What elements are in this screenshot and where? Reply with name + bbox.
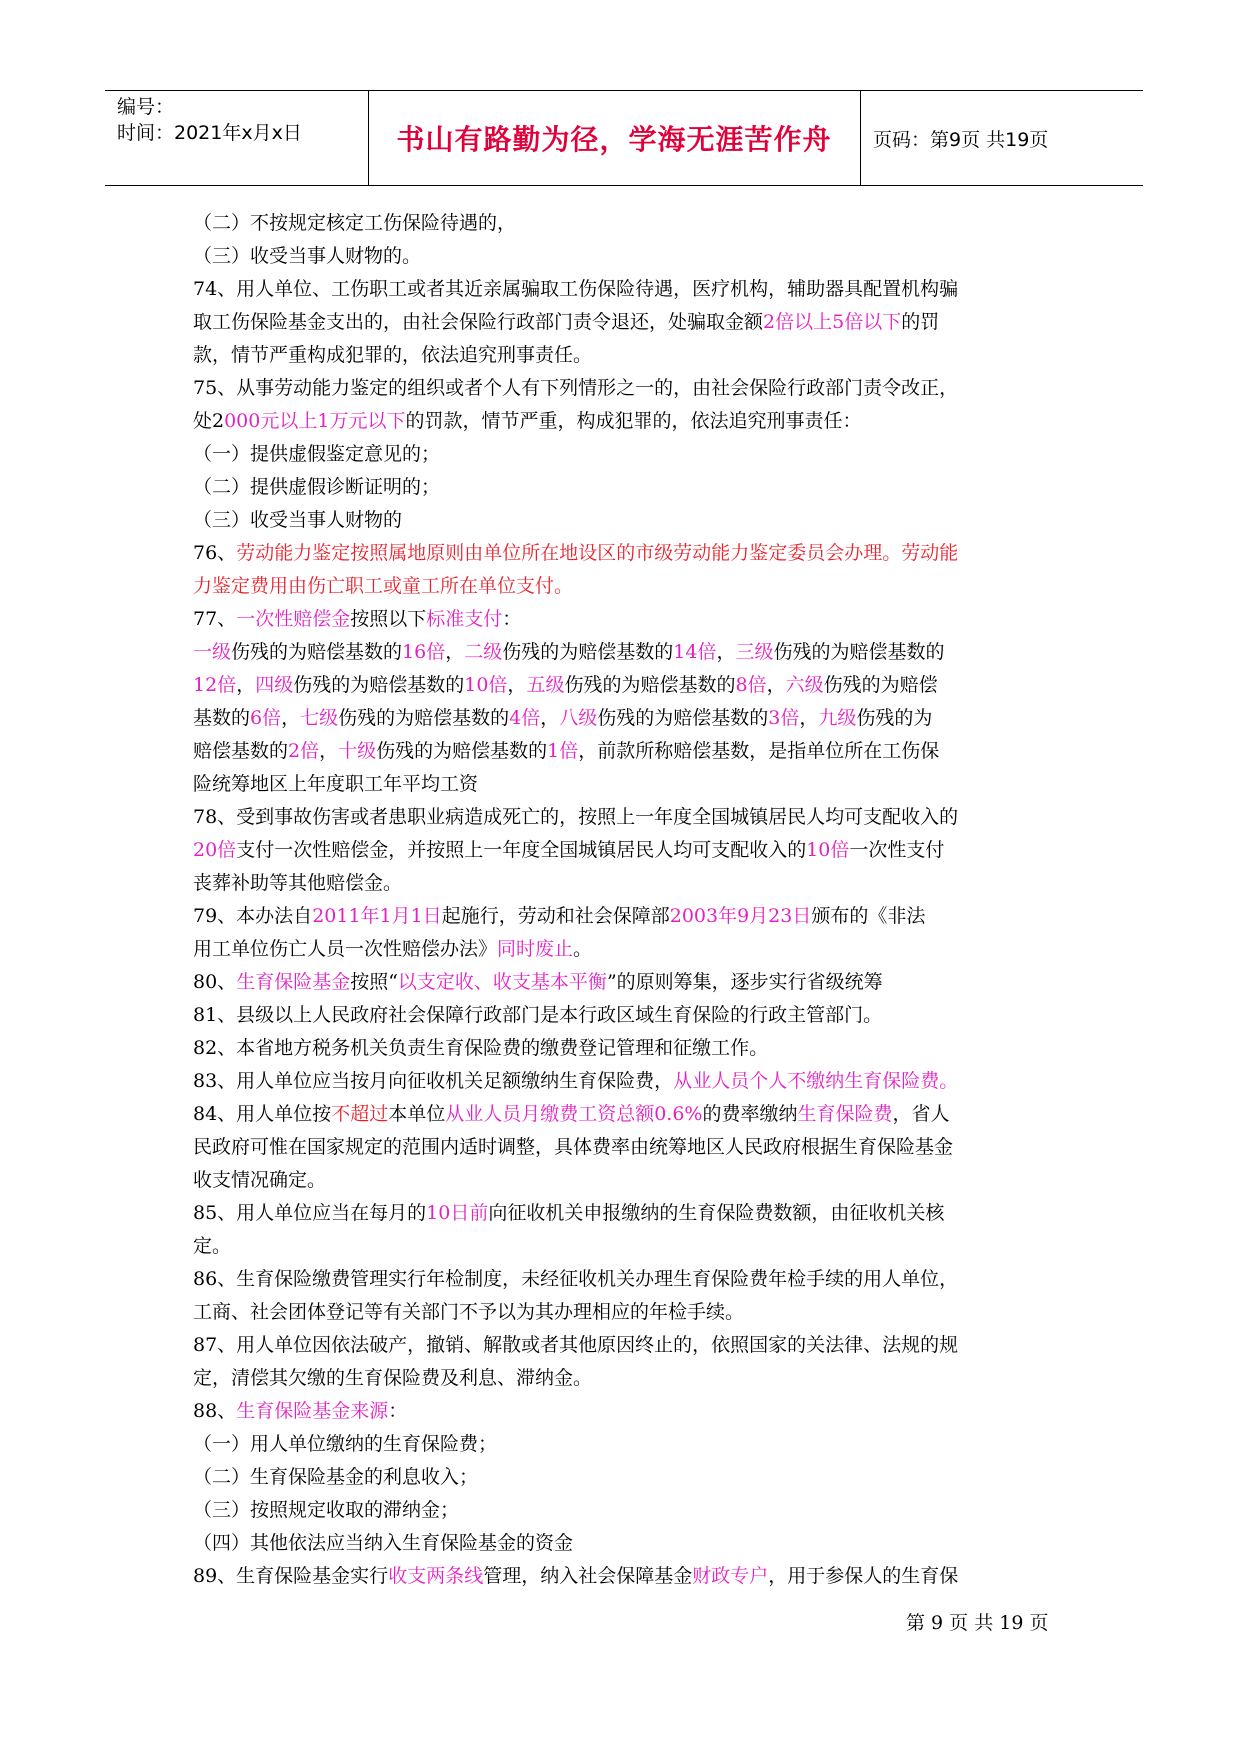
highlighted-text: 九级 xyxy=(818,707,857,729)
header-divider-left xyxy=(368,91,369,185)
text-line xyxy=(193,801,1061,834)
text-line xyxy=(193,1560,1061,1593)
header-meta xyxy=(117,94,302,146)
highlighted-text: 一级 xyxy=(193,641,232,663)
highlighted-text: 10倍 xyxy=(806,839,850,861)
highlighted-text: 二级 xyxy=(464,641,503,663)
text-segment: 伤残的为赔偿基数的 xyxy=(773,641,945,663)
text-segment: 取工伤保险基金支出的，由社会保险行政部门责令退还，处骗取金额 xyxy=(193,311,764,333)
highlighted-text: 12倍 xyxy=(193,674,237,696)
highlighted-text: 1倍 xyxy=(547,740,579,762)
text-segment: 伤残的为赔偿基数的 xyxy=(502,641,674,663)
text-line xyxy=(193,1164,1061,1197)
highlighted-text: 从业人员个人不缴纳生育保险费。 xyxy=(673,1070,959,1092)
text-segment: 管理，纳入社会保障基金 xyxy=(483,1565,693,1587)
text-segment: （四）其他依法应当纳入生育保险基金的资金 xyxy=(193,1532,574,1554)
text-segment: 伤残的为 xyxy=(856,707,933,729)
text-segment: 本单位 xyxy=(388,1103,446,1125)
document-header xyxy=(105,90,1143,186)
text-line xyxy=(193,471,1061,504)
highlighted-text: 10日前 xyxy=(426,1202,489,1224)
text-line xyxy=(193,1428,1061,1461)
text-line xyxy=(193,603,1061,636)
highlighted-text: 生育保险基金 xyxy=(236,971,351,993)
text-segment: 76、 xyxy=(193,542,237,564)
text-line xyxy=(193,1032,1061,1065)
text-line xyxy=(193,1527,1061,1560)
highlighted-text: 四级 xyxy=(255,674,294,696)
text-segment: 89、生育保险基金实行 xyxy=(193,1565,389,1587)
text-segment: ： xyxy=(502,608,522,630)
text-segment: ， xyxy=(507,674,527,696)
text-segment: 定。 xyxy=(193,1235,232,1257)
highlighted-text: 16倍 xyxy=(402,641,446,663)
highlighted-text: 6倍 xyxy=(250,707,282,729)
text-segment: 基数的 xyxy=(193,707,251,729)
text-segment: ， xyxy=(799,707,819,729)
text-segment: ， xyxy=(445,641,465,663)
highlighted-text: 十级 xyxy=(338,740,377,762)
highlighted-text: 以支定收、收支基本平衡 xyxy=(397,971,607,993)
text-line xyxy=(193,966,1061,999)
highlighted-text: 10倍 xyxy=(464,674,508,696)
text-segment: 84、用人单位按 xyxy=(193,1103,332,1125)
page-footer: 第 9 页 共 19 页 xyxy=(906,1612,1049,1634)
text-segment: 80、 xyxy=(193,971,237,993)
text-line xyxy=(193,537,1061,570)
text-segment: ， xyxy=(540,707,560,729)
highlighted-text: 力鉴定费用由伤亡职工或童工所在单位支付。 xyxy=(193,575,574,597)
text-segment: ， xyxy=(236,674,256,696)
text-line xyxy=(193,999,1061,1032)
text-segment: 颁布的《非法 xyxy=(811,905,926,927)
text-segment: ， xyxy=(766,674,786,696)
text-segment: （三）按照规定收取的滞纳金； xyxy=(193,1499,460,1521)
highlighted-text: 劳动能力鉴定按照属地原则由单位所在地设区的市级劳动能力鉴定委员会办理。劳动能 xyxy=(236,542,959,564)
text-segment: 。 xyxy=(573,938,593,960)
text-segment: ，用于参保人的生育保 xyxy=(768,1565,959,1587)
highlighted-text: 2011年1月1日 xyxy=(312,905,442,927)
text-line xyxy=(193,669,1061,702)
text-line xyxy=(193,1131,1061,1164)
text-line xyxy=(193,933,1061,966)
text-line xyxy=(193,306,1061,339)
text-segment: 按照“ xyxy=(350,971,398,993)
text-line xyxy=(193,1065,1061,1098)
highlighted-text: 八级 xyxy=(559,707,598,729)
highlighted-text: 不超过 xyxy=(331,1103,389,1125)
highlighted-text: 五级 xyxy=(526,674,565,696)
text-line xyxy=(193,1461,1061,1494)
highlighted-text: 2003年9月23日 xyxy=(669,905,812,927)
text-segment: ，省人 xyxy=(892,1103,950,1125)
text-segment: 83、用人单位应当按月向征收机关足额缴纳生育保险费， xyxy=(193,1070,674,1092)
text-segment: （二）提供虚假诊断证明的； xyxy=(193,476,441,498)
highlighted-text: 20倍 xyxy=(193,839,237,861)
document-body xyxy=(193,207,1061,1593)
text-segment: 81、县级以上人民政府社会保障行政部门是本行政区域生育保险的行政主管部门。 xyxy=(193,1004,883,1026)
highlighted-text: 一次性赔偿金 xyxy=(236,608,351,630)
text-segment: （二）不按规定核定工伤保险待遇的， xyxy=(193,212,517,234)
text-line xyxy=(193,1395,1061,1428)
header-divider-right xyxy=(860,91,861,185)
text-segment: 85、用人单位应当在每月的 xyxy=(193,1202,427,1224)
text-line xyxy=(193,405,1061,438)
text-segment: 险统筹地区上年度职工年平均工资 xyxy=(193,773,479,795)
highlighted-text: 2倍 xyxy=(288,740,320,762)
text-segment: ”的原则筹集，逐步实行省级统筹 xyxy=(606,971,883,993)
highlighted-text: 同时废止 xyxy=(497,938,574,960)
text-segment: （二）生育保险基金的利息收入； xyxy=(193,1466,479,1488)
text-line xyxy=(193,702,1061,735)
highlighted-text: 8倍 xyxy=(735,674,767,696)
text-line xyxy=(193,504,1061,537)
text-line xyxy=(193,207,1061,240)
text-segment: 定，清偿其欠缴的生育保险费及利息、滞纳金。 xyxy=(193,1367,593,1389)
text-line xyxy=(193,273,1061,306)
text-segment: 伤残的为赔偿基数的 xyxy=(376,740,548,762)
text-segment: 75、从事劳动能力鉴定的组织或者个人有下列情形之一的，由社会保险行政部门责令改正， xyxy=(193,377,959,399)
highlighted-text: 2倍以上5倍以下 xyxy=(763,311,902,333)
text-segment: （一）提供虚假鉴定意见的； xyxy=(193,443,441,465)
text-line xyxy=(193,636,1061,669)
text-segment: （三）收受当事人财物的。 xyxy=(193,245,422,267)
text-line xyxy=(193,1494,1061,1527)
highlighted-text: 生育保险基金来源 xyxy=(236,1400,389,1422)
text-line xyxy=(193,1197,1061,1230)
text-segment: 的费率缴纳 xyxy=(702,1103,798,1125)
text-segment: ， xyxy=(319,740,339,762)
text-line xyxy=(193,1362,1061,1395)
highlighted-text: 14倍 xyxy=(673,641,717,663)
text-line xyxy=(193,1329,1061,1362)
text-line xyxy=(193,1098,1061,1131)
text-line xyxy=(193,1296,1061,1329)
text-segment: 丧葬补助等其他赔偿金。 xyxy=(193,872,403,894)
text-segment: 支付一次性赔偿金，并按照上一年度全国城镇居民人均可支配收入的 xyxy=(236,839,807,861)
text-segment: 向征收机关申报缴纳的生育保险费数额，由征收机关核 xyxy=(488,1202,945,1224)
highlighted-text: 三级 xyxy=(735,641,774,663)
text-segment: 82、本省地方税务机关负责生育保险费的缴费登记管理和征缴工作。 xyxy=(193,1037,769,1059)
highlighted-text: 七级 xyxy=(300,707,339,729)
text-line xyxy=(193,867,1061,900)
highlighted-text: 收支两条线 xyxy=(388,1565,484,1587)
text-segment: 伤残的为赔偿基数的 xyxy=(231,641,403,663)
text-line xyxy=(193,1230,1061,1263)
text-segment: 79、本办法自 xyxy=(193,905,313,927)
text-segment: ， xyxy=(716,641,736,663)
highlighted-text: 000元以上1万元以下 xyxy=(224,410,406,432)
text-segment: 伤残的为赔偿 xyxy=(823,674,938,696)
text-segment: 的罚 xyxy=(901,311,940,333)
highlighted-text: 从业人员月缴费工资总额0.6% xyxy=(445,1103,703,1125)
text-line xyxy=(193,339,1061,372)
highlighted-text: 3倍 xyxy=(768,707,800,729)
text-segment: 伤残的为赔偿基数的 xyxy=(338,707,510,729)
text-segment: 收支情况确定。 xyxy=(193,1169,327,1191)
text-segment: ， xyxy=(281,707,301,729)
document-number-label: 编号： xyxy=(117,96,175,118)
text-line xyxy=(193,372,1061,405)
text-segment: 的罚款，情节严重，构成犯罪的，依法追究刑事责任： xyxy=(405,410,862,432)
text-segment: 赔偿基数的 xyxy=(193,740,289,762)
text-line xyxy=(193,1263,1061,1296)
text-line xyxy=(193,900,1061,933)
text-segment: 按照以下 xyxy=(350,608,427,630)
text-segment: （一）用人单位缴纳的生育保险费； xyxy=(193,1433,498,1455)
text-segment: ，前款所称赔偿基数，是指单位所在工伤保 xyxy=(578,740,940,762)
text-line xyxy=(193,240,1061,273)
highlighted-text: 六级 xyxy=(785,674,824,696)
text-segment: 起施行，劳动和社会保障部 xyxy=(441,905,670,927)
text-segment: 处2 xyxy=(193,410,225,432)
highlighted-text: 生育保险费 xyxy=(797,1103,893,1125)
text-segment: 87、用人单位因依法破产，撤销、解散或者其他原因终止的，依照国家的关法律、法规的规 xyxy=(193,1334,959,1356)
highlighted-text: 标准支付 xyxy=(426,608,503,630)
text-segment: 伤残的为赔偿基数的 xyxy=(293,674,465,696)
text-line xyxy=(193,735,1061,768)
text-segment: 77、 xyxy=(193,608,237,630)
text-segment: 一次性支付 xyxy=(849,839,945,861)
text-segment: （三）收受当事人财物的 xyxy=(193,509,403,531)
text-line xyxy=(193,768,1061,801)
highlighted-text: 4倍 xyxy=(509,707,541,729)
text-segment: 伤残的为赔偿基数的 xyxy=(564,674,736,696)
document-time-label: 时间：2021年x月x日 xyxy=(117,122,302,144)
text-segment: 工商、社会团体登记等有关部门不予以为其办理相应的年检手续。 xyxy=(193,1301,745,1323)
text-segment: 88、 xyxy=(193,1400,237,1422)
text-segment: 74、用人单位、工伤职工或者其近亲属骗取工伤保险待遇，医疗机构，辅助器具配置机构骗 xyxy=(193,278,959,300)
text-segment: 伤残的为赔偿基数的 xyxy=(597,707,769,729)
text-segment: 民政府可惟在国家规定的范围内适时调整，具体费率由统筹地区人民政府根据生育保险基金 xyxy=(193,1136,954,1158)
text-line xyxy=(193,438,1061,471)
text-segment: 款，情节严重构成犯罪的，依法追究刑事责任。 xyxy=(193,344,593,366)
text-segment: 78、受到事故伤害或者患职业病造成死亡的，按照上一年度全国城镇居民人均可支配收入的 xyxy=(193,806,959,828)
text-line xyxy=(193,834,1061,867)
text-segment: 86、生育保险缴费管理实行年检制度，未经征收机关办理生育保险费年检手续的用人单位， xyxy=(193,1268,959,1290)
header-page-label: 页码：第9页 共19页 xyxy=(873,128,1049,151)
text-segment: ： xyxy=(388,1400,408,1422)
header-motto: 书山有路勤为径，学海无涯苦作舟 xyxy=(396,123,832,156)
highlighted-text: 财政专户 xyxy=(692,1565,769,1587)
text-segment: 用工单位伤亡人员一次性赔偿办法》 xyxy=(193,938,498,960)
text-line xyxy=(193,570,1061,603)
